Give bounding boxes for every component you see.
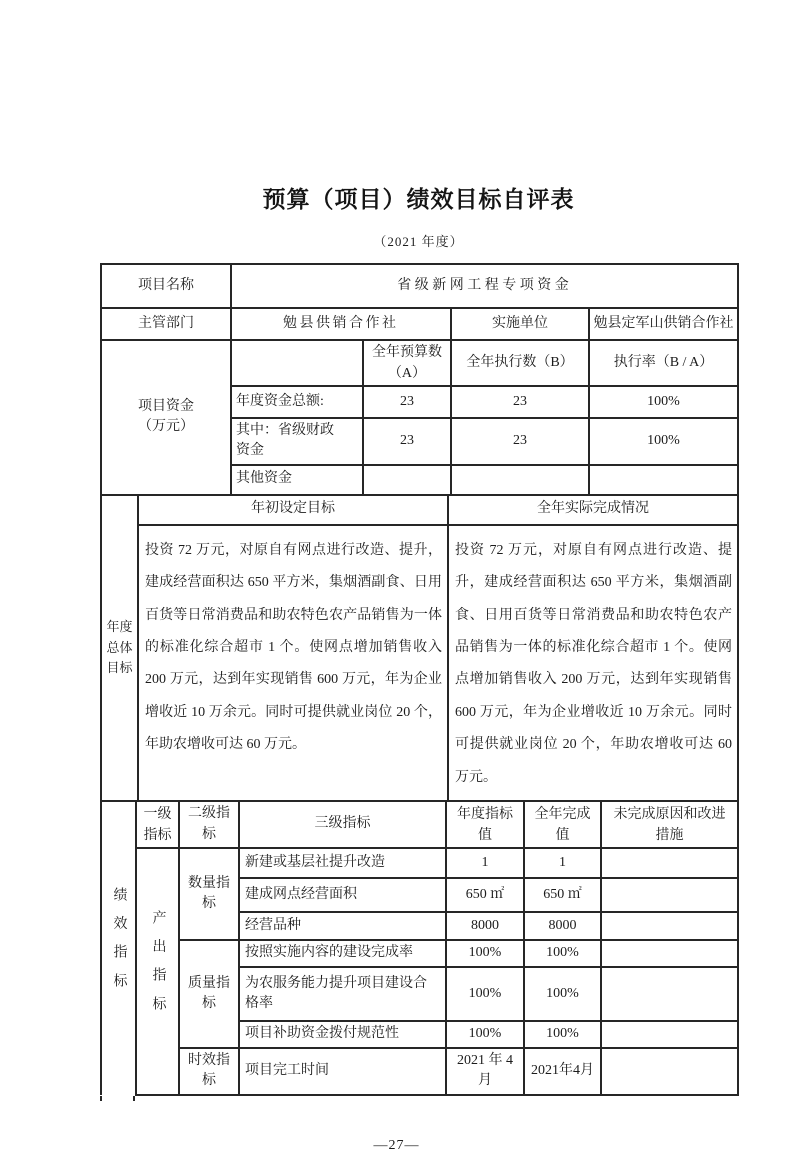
actual-value-cell: 100%	[524, 967, 601, 1021]
header-level1: 一级指标	[136, 801, 179, 848]
reason-cell	[601, 878, 738, 912]
project-name-row	[101, 264, 738, 308]
goal-set-header: 年初设定目标	[138, 495, 448, 525]
indicator-name-cell: 为农服务能力提升项目建设合格率	[239, 967, 446, 1021]
target-value-cell: 8000	[446, 912, 524, 940]
performance-label-text: 绩效指标	[111, 887, 127, 1003]
funding-col-executed: 全年执行数（B）	[451, 340, 589, 386]
reason-cell	[601, 940, 738, 967]
actual-value-cell: 8000	[524, 912, 601, 940]
funding-section-label: 项目资金（万元）	[101, 340, 231, 495]
indicator-name-cell: 新建或基层社提升改造	[239, 848, 446, 878]
header-target: 年度指标值	[446, 801, 524, 848]
level2-timeliness-cell: 时效指标	[179, 1048, 239, 1095]
implement-unit-label: 实施单位	[451, 308, 589, 340]
executed-value: 23	[451, 418, 589, 465]
budget-value: 23	[363, 418, 451, 465]
budget-value	[363, 465, 451, 495]
indicator-name-cell: 建成网点经营面积	[239, 878, 446, 912]
table-continuation-stubs	[100, 1096, 737, 1102]
page-number: —27—	[373, 1137, 420, 1153]
funding-row-label: 其中：省级财政资金	[231, 418, 363, 465]
funding-row-label: 其他资金	[231, 465, 363, 495]
annual-goal-table	[100, 494, 739, 803]
reason-cell	[601, 1021, 738, 1048]
left-border-stub	[100, 1096, 102, 1101]
annual-goal-header-row	[101, 495, 738, 525]
header-level3: 三级指标	[239, 801, 446, 848]
reason-cell	[601, 848, 738, 878]
annual-goal-body-row	[101, 525, 738, 802]
target-value-cell: 650 ㎡	[446, 878, 524, 912]
document-content	[100, 0, 737, 1102]
actual-value-cell: 650 ㎡	[524, 878, 601, 912]
target-value-cell: 100%	[446, 940, 524, 967]
performance-section-label	[101, 801, 136, 1094]
project-info-table	[100, 263, 739, 496]
goal-actual-header: 全年实际完成情况	[448, 495, 738, 525]
goal-actual-text: 投资 72 万元，对原自有网点进行改造、提升，建成经营面积达 650 平方米，集烟酒副食、日用百货等日常消费品和助农特色农产品销售为一体的标准化综合超市 1 个。使网点增加销售收入 200 万元，达到年实现销售 600 万元，年为企业增收近 10 万余元。同时可提供就业岗位 20 个，年助农增收可达 60 万元。	[448, 525, 738, 802]
funding-row-label: 年度资金总额:	[231, 386, 363, 418]
project-name-label: 项目名称	[101, 264, 231, 308]
indicator-name-cell: 项目完工时间	[239, 1048, 446, 1095]
level2-quantity-cell: 数量指标	[179, 848, 239, 940]
actual-value-cell: 100%	[524, 1021, 601, 1048]
header-level2: 二级指标	[179, 801, 239, 848]
target-value-cell: 2021 年 4 月	[446, 1048, 524, 1095]
department-row	[101, 308, 738, 340]
document-title: 预算（项目）绩效目标自评表	[262, 186, 575, 212]
level1-value-text: 产出指标	[150, 910, 166, 1025]
indicator-row	[101, 1048, 738, 1095]
reason-cell	[601, 912, 738, 940]
actual-value-cell: 1	[524, 848, 601, 878]
executed-value: 23	[451, 386, 589, 418]
department-label: 主管部门	[101, 308, 231, 340]
inner-border-stub	[133, 1096, 135, 1101]
target-value-cell: 1	[446, 848, 524, 878]
funding-empty-cell	[231, 340, 363, 386]
performance-header-row	[101, 801, 738, 848]
funding-header-row	[101, 340, 738, 386]
funding-col-rate: 执行率（B / A）	[589, 340, 738, 386]
indicator-name-cell: 按照实施内容的建设完成率	[239, 940, 446, 967]
implement-unit-value: 勉县定军山供销合作社	[589, 308, 738, 340]
budget-value: 23	[363, 386, 451, 418]
funding-col-budget: 全年预算数（A）	[363, 340, 451, 386]
rate-value	[589, 465, 738, 495]
actual-value-cell: 100%	[524, 940, 601, 967]
annual-goal-label: 年度总体目标	[101, 495, 138, 802]
target-value-cell: 100%	[446, 1021, 524, 1048]
rate-value: 100%	[589, 418, 738, 465]
performance-table	[100, 800, 739, 1095]
goal-set-text: 投资 72 万元，对原自有网点进行改造、提升，建成经营面积达 650 平方米，集烟酒副食、日用百货等日常消费品和助农特色农产品销售为一体的标准化综合超市 1 个。使网点增加销售收入 200 万元，达到年实现销售 600 万元，年为企业增收近 10 万余元。同时可提供就业岗位 20 个，年助农增收可达 60 万元。	[138, 525, 448, 802]
executed-value	[451, 465, 589, 495]
department-value: 勉县供销合作社	[231, 308, 451, 340]
level2-quality-cell: 质量指标	[179, 940, 239, 1048]
header-reason: 未完成原因和改进措施	[601, 801, 738, 848]
indicator-name-cell: 项目补助资金拨付规范性	[239, 1021, 446, 1048]
document-subtitle: （2021 年度）	[373, 234, 464, 249]
target-value-cell: 100%	[446, 967, 524, 1021]
indicator-name-cell: 经营品种	[239, 912, 446, 940]
level1-value-cell	[136, 848, 179, 1095]
actual-value-cell: 2021年4月	[524, 1048, 601, 1095]
reason-cell	[601, 1048, 738, 1095]
reason-cell	[601, 967, 738, 1021]
header-actual: 全年完成值	[524, 801, 601, 848]
project-name-value: 省级新网工程专项资金	[231, 264, 738, 308]
indicator-row	[101, 940, 738, 967]
indicator-row	[101, 848, 738, 878]
rate-value: 100%	[589, 386, 738, 418]
